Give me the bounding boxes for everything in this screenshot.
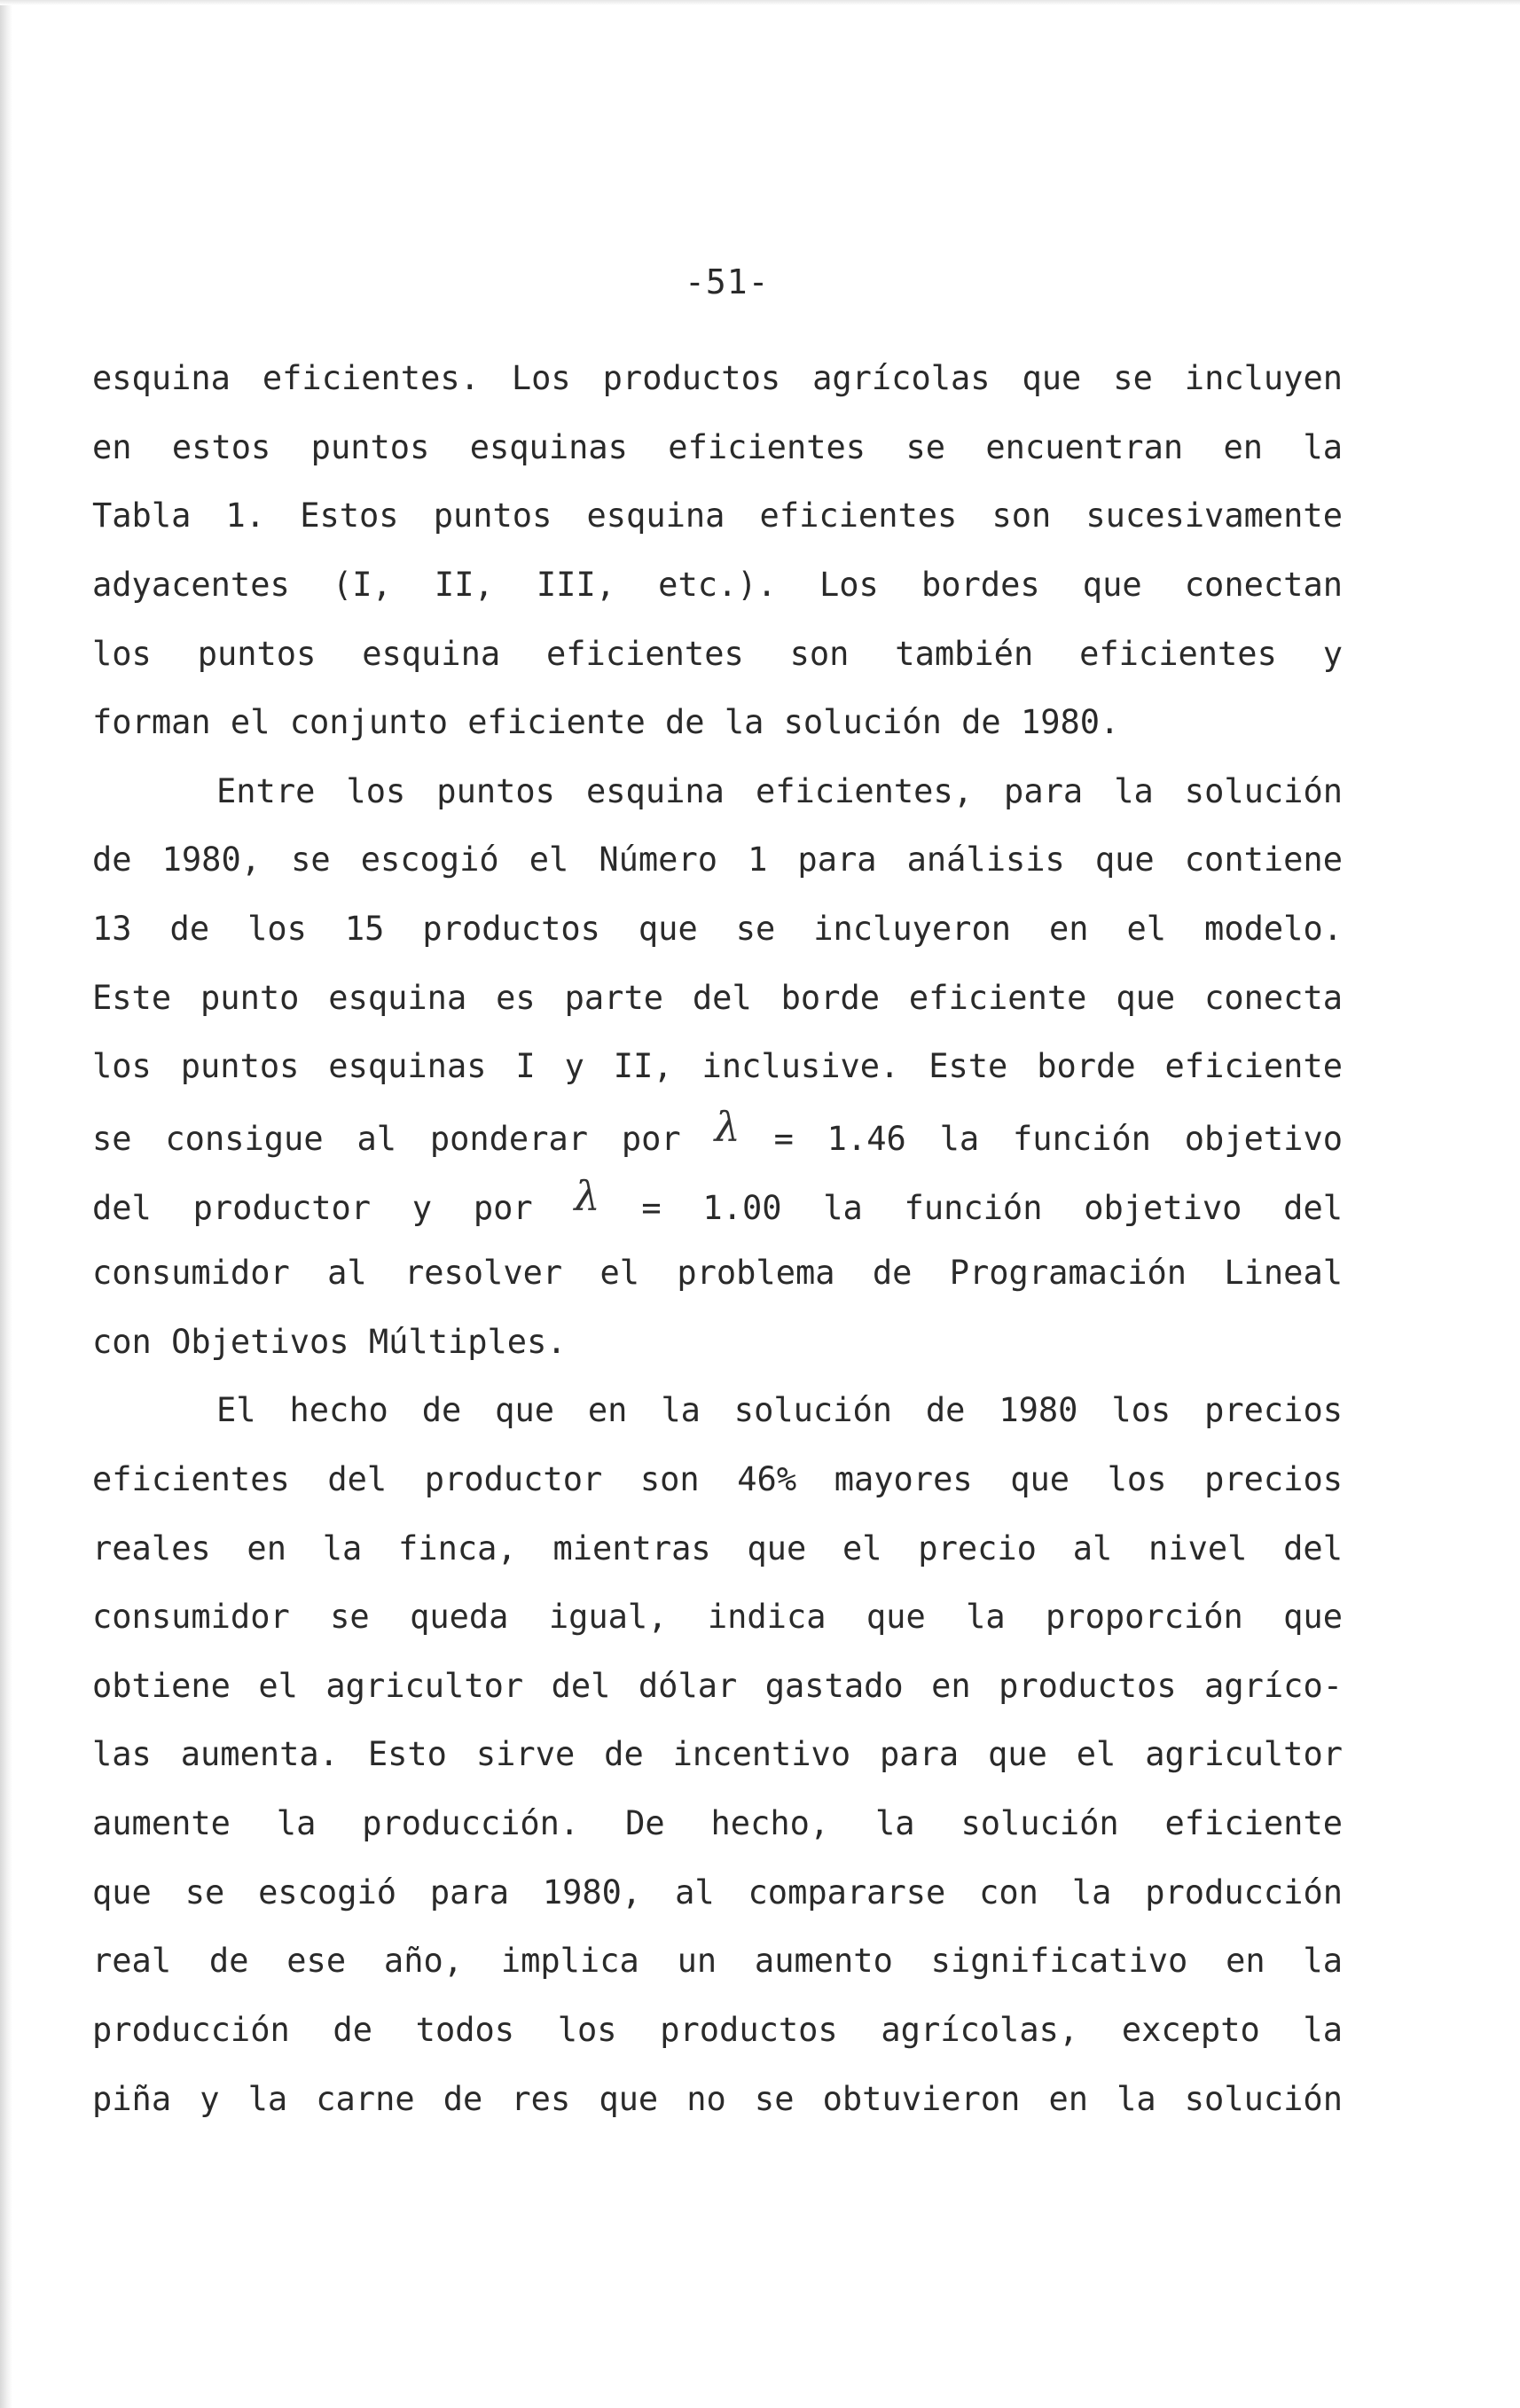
text-line: 13 de los 15 productos que se incluyeron en el modelo. <box>92 910 1343 948</box>
lambda-symbol: λ <box>574 1172 600 1220</box>
text-segment: = 1.00 la función objetivo del <box>641 1189 1344 1227</box>
page-number: -51- <box>685 262 770 301</box>
text-line: de 1980, se escogió el Número 1 para análisis que contiene <box>92 840 1343 879</box>
lambda-symbol: λ <box>714 1103 740 1151</box>
text-line: obtiene el agricultor del dólar gastado en productos agríco- <box>92 1667 1343 1705</box>
text-segment: se consigue al ponderar por <box>92 1120 681 1158</box>
text-line: eficientes del productor son 46% mayores que los precios <box>92 1460 1343 1498</box>
text-line: reales en la finca, mientras que el precio al nivel del <box>92 1529 1343 1568</box>
text-line: los puntos esquinas I y II, inclusive. Este borde eficiente <box>92 1047 1343 1085</box>
text-line: Este punto esquina es parte del borde eficiente que conecta <box>92 979 1343 1017</box>
text-line: consumidor al resolver el problema de Programación Lineal <box>92 1254 1343 1292</box>
scan-shadow-top <box>0 0 1520 5</box>
text-segment: del productor y por <box>92 1189 533 1227</box>
text-line-lambda <box>92 1172 1344 1227</box>
text-line: adyacentes (I, II, III, etc.). Los bordes que conectan <box>92 566 1343 604</box>
text-line: las aumenta. Esto sirve de incentivo para que el agricultor <box>92 1735 1343 1773</box>
text-line: Tabla 1. Estos puntos esquina eficientes son sucesivamente <box>92 496 1343 535</box>
text-line: los puntos esquina eficientes son también eficientes y <box>92 635 1343 673</box>
text-line: Entre los puntos esquina eficientes, para la solución <box>216 772 1343 810</box>
text-line: esquina eficientes. Los productos agrícolas que se incluyen <box>92 359 1343 397</box>
text-line-lambda <box>92 1103 1343 1158</box>
text-segment: = 1.46 la función objetivo <box>773 1120 1343 1158</box>
text-line: real de ese año, implica un aumento significativo en la <box>92 1942 1343 1980</box>
text-line: aumente la producción. De hecho, la solución eficiente <box>92 1804 1343 1842</box>
text-line: El hecho de que en la solución de 1980 los precios <box>216 1391 1343 1429</box>
scan-shadow-edge <box>0 0 12 2408</box>
text-line: en estos puntos esquinas eficientes se encuentran en la <box>92 428 1343 466</box>
text-line: consumidor se queda igual, indica que la proporción que <box>92 1598 1343 1636</box>
text-line: piña y la carne de res que no se obtuvieron en la solución <box>92 2080 1343 2118</box>
text-line: forman el conjunto eficiente de la solución de 1980. <box>92 703 1120 741</box>
text-line: producción de todos los productos agrícolas, excepto la <box>92 2011 1343 2049</box>
text-line: que se escogió para 1980, al compararse con la producción <box>92 1873 1343 1912</box>
text-line: con Objetivos Múltiples. <box>92 1323 567 1361</box>
